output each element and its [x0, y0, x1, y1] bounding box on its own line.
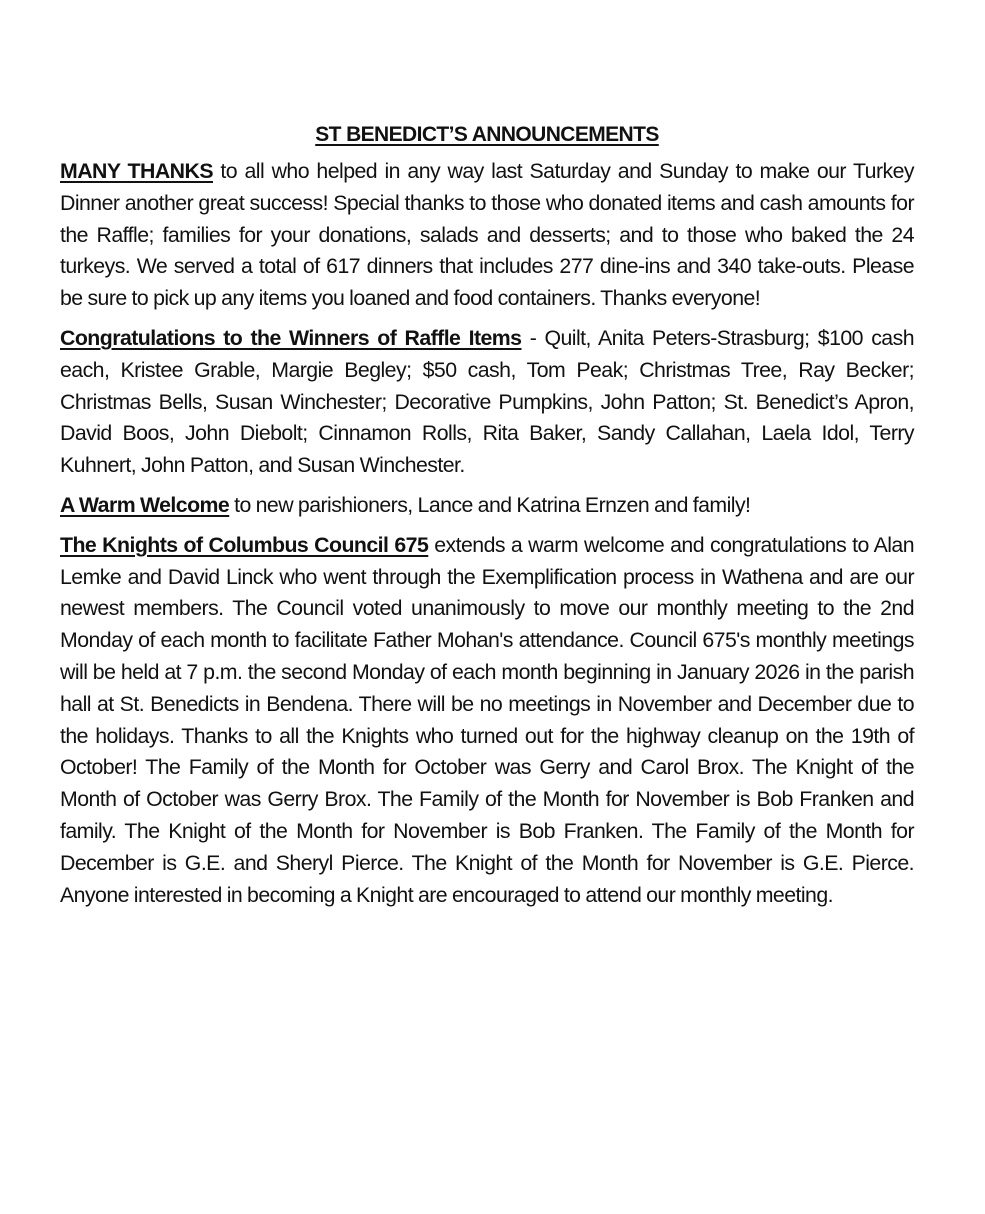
paragraph-lead: The Knights of Columbus Council 675 — [60, 532, 429, 557]
paragraph-raffle-winners — [60, 323, 914, 482]
paragraph-lead: A Warm Welcome — [60, 492, 230, 517]
announcements-document — [60, 120, 914, 919]
paragraph-body: to all who helped in any way last Saturday and Sunday to make our Turkey Dinner another great success! Special thanks to those who donated items and cash amounts for the Raffle; families for your donations, salads and desserts; and to those who baked the 24 turkeys. We served a total of 617 dinners that includes 277 dine-ins and 340 take-outs. Please be sure to pick up any items you loaned and food containers. Thanks everyone! — [60, 159, 915, 311]
document-title: ST BENEDICT’S ANNOUNCEMENTS — [315, 123, 659, 146]
paragraph-many-thanks — [60, 156, 914, 315]
paragraph-knights-of-columbus — [60, 530, 914, 912]
paragraph-body: extends a warm welcome and congratulations to Alan Lemke and David Linck who went through the Exemplification process in Wathena and are our newest members. The Council voted unanimously to move our monthly meeting to the 2nd Monday of each month to facilitate Father Mohan's attendance. Council 675's monthly meetings will be held at 7 p.m. the second Monday of each month beginning in January 2026 in the parish hall at St. Benedicts in Bendena. There will be no meetings in November and December due to the holidays. Thanks to all the Knights who turned out for the highway cleanup on the 19th of October! The Family of the Month for October was Gerry and Carol Brox. The Knight of the Month of October was Gerry Brox. The Family of the Month for November is Bob Franken and family. The Knight of the Month for November is Bob Franken. The Family of the Month for December is G.E. and Sheryl Pierce. The Knight of the Month for November is G.E. Pierce. Anyone interested in becoming a Knight are encouraged to attend our monthly meeting. — [60, 532, 915, 907]
paragraph-lead: MANY THANKS — [60, 159, 213, 183]
paragraph-body: to new parishioners, Lance and Katrina Ernzen and family! — [229, 492, 751, 517]
paragraph-body: - Quilt, Anita Peters-Strasburg; $100 cash each, Kristee Grable, Margie Begley; $50 cash, Tom Peak; Christmas Tree, Ray Becker; Christmas Bells, Susan Winchester; Decorative Pumpkins, John Patton; St. Benedict’s Apron, David Boos, John Diebolt; Cinnamon Rolls, Rita Baker, Sandy Callahan, Laela Idol, Terry Kuhnert, John Patton, and Susan Winchester. — [60, 325, 914, 478]
paragraph-lead: Congratulations to the Winners of Raffle Items — [60, 325, 522, 350]
paragraph-warm-welcome — [60, 490, 914, 522]
